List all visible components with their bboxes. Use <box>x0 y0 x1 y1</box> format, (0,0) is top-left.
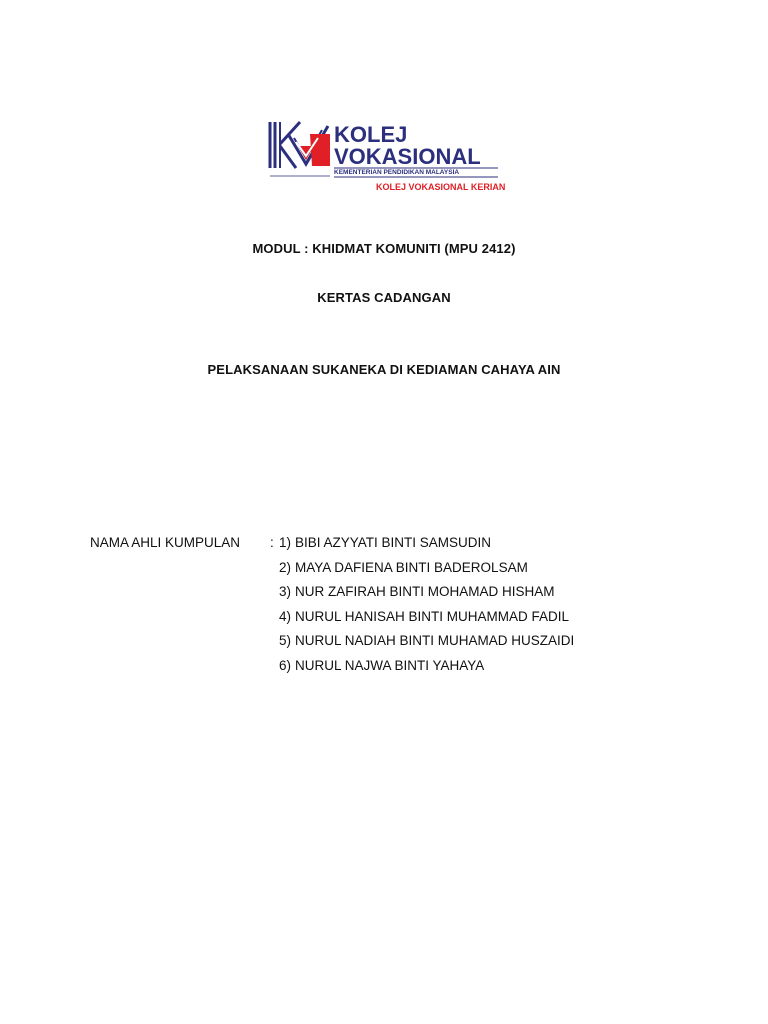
kv-emblem-icon <box>270 122 330 168</box>
logo-line1: KOLEJ <box>334 122 408 147</box>
group-members-colon: : <box>270 535 274 550</box>
proposal-heading: KERTAS CADANGAN <box>317 290 451 305</box>
group-members-label: NAMA AHLI KUMPULAN <box>90 535 241 550</box>
member-item: 6) NURUL NAJWA BINTI YAHAYA <box>279 657 485 673</box>
logo-line2: VOKASIONAL <box>334 144 481 169</box>
member-item: 4) NURUL HANISAH BINTI MUHAMMAD FADIL <box>279 608 570 624</box>
member-item: 2) MAYA DAFIENA BINTI BADEROLSAM <box>279 559 528 575</box>
group-members-list <box>279 535 574 683</box>
kolej-vokasional-logo <box>266 116 506 200</box>
module-heading: MODUL : KHIDMAT KOMUNITI (MPU 2412) <box>252 241 516 256</box>
event-title: PELAKSANAAN SUKANEKA DI KEDIAMAN CAHAYA AIN <box>207 362 561 377</box>
member-item: 3) NUR ZAFIRAH BINTI MOHAMAD HISHAM <box>279 584 555 600</box>
logo-tagline: KOLEJ VOKASIONAL KERIAN <box>376 182 506 192</box>
member-item: 1) BIBI AZYYATI BINTI SAMSUDIN <box>279 535 492 550</box>
logo-subline: KEMENTERIAN PENDIDIKAN MALAYSIA <box>334 169 460 176</box>
member-item: 5) NURUL NADIAH BINTI MUHAMAD HUSZAIDI <box>279 633 575 649</box>
